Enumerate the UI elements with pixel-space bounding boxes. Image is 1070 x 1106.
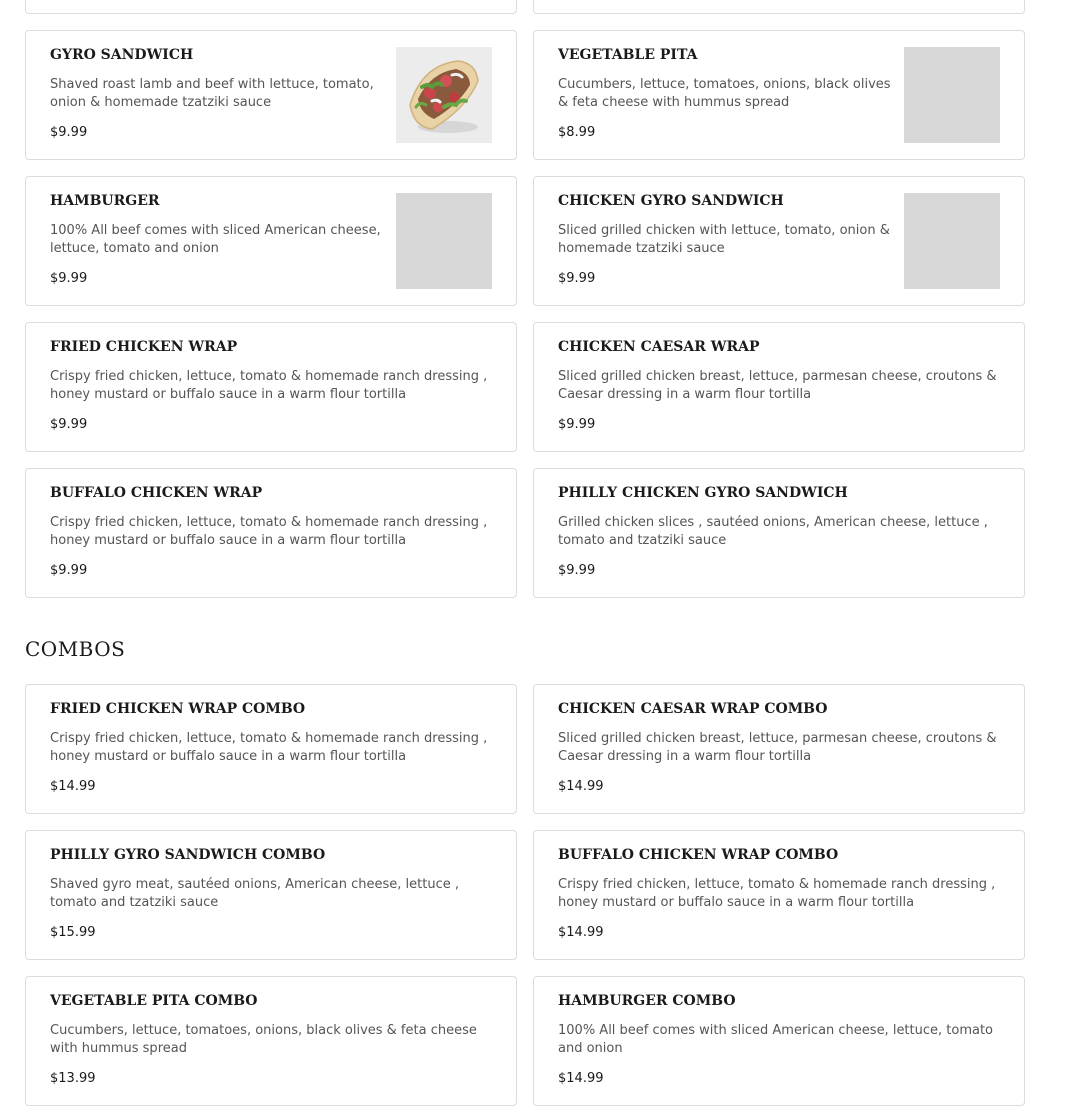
item-price: $13.99 <box>50 1071 96 1086</box>
item-price: $9.99 <box>558 271 596 286</box>
combo-item-philly-gyro-sandwich-combo[interactable] <box>25 830 517 960</box>
item-name: FRIED CHICKEN WRAP <box>50 339 238 355</box>
item-name: VEGETABLE PITA COMBO <box>50 993 258 1009</box>
gyro-photo-icon <box>396 47 492 143</box>
item-name: PHILLY GYRO SANDWICH COMBO <box>50 847 326 863</box>
item-description: Shaved gyro meat, sautéed onions, American cheese, lettuce , tomato and tzatziki sauce <box>50 877 459 910</box>
item-description: Crispy fried chicken, lettuce, tomato & homemade ranch dressing , honey mustard or buffalo sauce in a warm flour tortilla <box>558 877 996 910</box>
menu-item-buffalo-chicken-wrap[interactable] <box>25 468 517 598</box>
item-price: $9.99 <box>50 125 88 140</box>
item-name: GYRO SANDWICH <box>50 47 194 63</box>
item-name: VEGETABLE PITA <box>558 47 698 63</box>
menu-item-chicken-caesar-wrap[interactable] <box>533 322 1025 452</box>
combo-item-vegetable-pita-combo[interactable] <box>25 976 517 1106</box>
item-price: $9.99 <box>50 563 88 578</box>
image-placeholder <box>904 47 1000 143</box>
item-name: HAMBURGER COMBO <box>558 993 736 1009</box>
menu-item-card-cutoff-left[interactable] <box>25 0 517 14</box>
image-placeholder <box>904 193 1000 289</box>
item-name: HAMBURGER <box>50 193 160 209</box>
item-price: $14.99 <box>558 1071 604 1086</box>
item-name: CHICKEN GYRO SANDWICH <box>558 193 784 209</box>
section-title-combos: COMBOS <box>25 637 126 661</box>
combo-item-chicken-caesar-wrap-combo[interactable] <box>533 684 1025 814</box>
menu-item-chicken-gyro-sandwich[interactable] <box>533 176 1025 306</box>
item-price: $14.99 <box>50 779 96 794</box>
menu-item-gyro-sandwich[interactable] <box>25 30 517 160</box>
item-price: $9.99 <box>50 417 88 432</box>
item-name: CHICKEN CAESAR WRAP <box>558 339 760 355</box>
item-price: $9.99 <box>558 417 596 432</box>
item-description: Crispy fried chicken, lettuce, tomato & homemade ranch dressing , honey mustard or buffalo sauce in a warm flour tortilla <box>50 515 488 548</box>
menu-item-hamburger[interactable] <box>25 176 517 306</box>
item-description: Grilled chicken slices , sautéed onions, American cheese, lettuce , tomato and tzatziki sauce <box>558 515 988 548</box>
combo-item-buffalo-chicken-wrap-combo[interactable] <box>533 830 1025 960</box>
item-name: PHILLY CHICKEN GYRO SANDWICH <box>558 485 848 501</box>
menu-item-card-cutoff-right[interactable] <box>533 0 1025 14</box>
menu-item-philly-chicken-gyro-sandwich[interactable] <box>533 468 1025 598</box>
combo-item-hamburger-combo[interactable] <box>533 976 1025 1106</box>
item-description: Sliced grilled chicken breast, lettuce, parmesan cheese, croutons & Caesar dressing in a warm flour tortilla <box>558 731 997 764</box>
item-description: Sliced grilled chicken breast, lettuce, parmesan cheese, croutons & Caesar dressing in a warm flour tortilla <box>558 369 997 402</box>
item-price: $8.99 <box>558 125 596 140</box>
menu-item-vegetable-pita[interactable] <box>533 30 1025 160</box>
item-price: $14.99 <box>558 925 604 940</box>
item-name: BUFFALO CHICKEN WRAP <box>50 485 263 501</box>
item-price: $15.99 <box>50 925 96 940</box>
item-description: Cucumbers, lettuce, tomatoes, onions, black olives & feta cheese with hummus spread <box>558 77 891 110</box>
combos-grid <box>25 684 1025 1106</box>
image-placeholder <box>396 193 492 289</box>
item-price: $9.99 <box>558 563 596 578</box>
item-price: $9.99 <box>50 271 88 286</box>
item-name: CHICKEN CAESAR WRAP COMBO <box>558 701 828 717</box>
menu-item-fried-chicken-wrap[interactable] <box>25 322 517 452</box>
item-description: Crispy fried chicken, lettuce, tomato & homemade ranch dressing , honey mustard or buffalo sauce in a warm flour tortilla <box>50 731 488 764</box>
item-name: BUFFALO CHICKEN WRAP COMBO <box>558 847 839 863</box>
item-description: Crispy fried chicken, lettuce, tomato & homemade ranch dressing , honey mustard or buffalo sauce in a warm flour tortilla <box>50 369 488 402</box>
gyro-sandwich-image <box>396 47 492 143</box>
item-description: Cucumbers, lettuce, tomatoes, onions, black olives & feta cheese with hummus spread <box>50 1023 477 1056</box>
menu-items-grid <box>25 0 1025 598</box>
item-description: Sliced grilled chicken with lettuce, tomato, onion & homemade tzatziki sauce <box>558 223 890 256</box>
item-description: 100% All beef comes with sliced American cheese, lettuce, tomato and onion <box>558 1023 994 1056</box>
item-description: 100% All beef comes with sliced American cheese, lettuce, tomato and onion <box>50 223 381 256</box>
combo-item-fried-chicken-wrap-combo[interactable] <box>25 684 517 814</box>
item-description: Shaved roast lamb and beef with lettuce, tomato, onion & homemade tzatziki sauce <box>50 77 374 110</box>
item-price: $14.99 <box>558 779 604 794</box>
item-name: FRIED CHICKEN WRAP COMBO <box>50 701 306 717</box>
